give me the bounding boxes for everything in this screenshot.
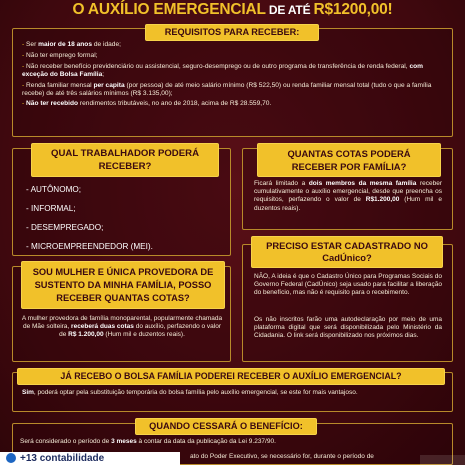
cotas-title: QUANTAS COTAS PODERÁ RECEBER POR FAMÍLIA? — [258, 144, 440, 176]
provedora-text: A mulher provedora de família monoparental, popularmente chamada de Mãe solteira, receberá duas cotas do auxílio, perfazendo o valor de R$ 1.200,00 (Hum mil e duzentos reais). — [21, 315, 223, 339]
cessara-line-2: ato do Poder Executivo, se necessário for, durante o período de — [190, 453, 374, 460]
trabalhador-title: QUAL TRABALHADOR PODERÁ RECEBER? — [32, 144, 218, 176]
headline — [0, 0, 465, 22]
footer-logo-text: +13 contabilidade — [20, 453, 105, 464]
bolsa-title: JÁ RECEBO O BOLSA FAMÍLIA PODEREI RECEBER O AUXÍLIO EMERGENCIAL? — [18, 369, 444, 384]
cessara-title: QUANDO CESSARÁ O BENEFÍCIO: — [136, 419, 316, 434]
requisitos-title: REQUISITOS PARA RECEBER: — [146, 25, 318, 40]
trabalhador-list — [26, 180, 153, 256]
requisito-item: - Renda familiar mensal per capita (por pessoa) de até meio salário mínimo (R$ 522,50) ou renda familiar mensal total (tudo o que a família recebe) de até três salários mínimos (R$ 3.135,00); — [22, 81, 432, 97]
cotas-text: Ficará limitado a dois membros da mesma família receber cumulativamente o auxílio emergencial, desde que preencha os requisitos, perfazendo o valor de R$1.200,00 (Hum mil e duzentos reais). — [254, 180, 442, 212]
requisito-item: - Não ter emprego formal; — [22, 51, 98, 59]
trabalhador-item: - DESEMPREGADO; — [26, 223, 104, 232]
requisito-item: - Não receber benefício previdenciário ou assistencial, seguro-desemprego ou de outro programa de transferência de renda federal, com exceção do Bolsa Família; — [22, 62, 423, 79]
cadunico-title: PRECISO ESTAR CADASTRADO NO CadÚnico? — [252, 237, 442, 267]
headline-amount: R$1200,00! — [313, 1, 393, 18]
bolsa-text: Sim, poderá optar pela substituição temporária do bolsa família pelo auxílio emergencial, se este for mais vantajoso. — [22, 389, 358, 396]
provedora-title: SOU MULHER E ÚNICA PROVEDORA DE SUSTENTO DA MINHA FAMÍLIA, POSSO RECEBER QUANTAS COTAS? — [22, 262, 224, 308]
cessara-line-1: Será considerado o período de 3 meses à contar da data da publicação da Lei 9.237/90. — [20, 438, 276, 445]
headline-connector: DE ATÉ — [265, 3, 314, 17]
trabalhador-item: - INFORMAL; — [26, 204, 76, 213]
trabalhador-item: - AUTÔNOMO; — [26, 185, 82, 194]
logo-circle-icon — [6, 453, 16, 463]
footer-right-mark — [420, 455, 465, 465]
cadunico-text-1: NÃO, A ideia é que o Cadastro Único para Programas Sociais do Governo Federal (CadÚnico) seja usado para facilitar a liberação do benefício, mas não é requisito para o recebimento. — [254, 273, 442, 297]
cadunico-text-2: Os não inscritos farão uma autodeclaração por meio de uma plataforma digital que será disponibilizada pelo Ministério da Cidadania. O link será disponibilizado nos próximos dias. — [254, 316, 442, 340]
trabalhador-item: - MICROEMPREENDEDOR (MEI). — [26, 242, 153, 251]
requisito-item: - Ser maior de 18 anos de idade; — [22, 41, 121, 48]
headline-main: O AUXÍLIO EMERGENCIAL — [72, 1, 266, 18]
footer-logo — [0, 452, 180, 465]
requisito-item: - Não ter recebido rendimentos tributáveis, no ano de 2018, acima de R$ 28.559,70. — [22, 100, 272, 108]
requisitos-list — [22, 41, 447, 111]
